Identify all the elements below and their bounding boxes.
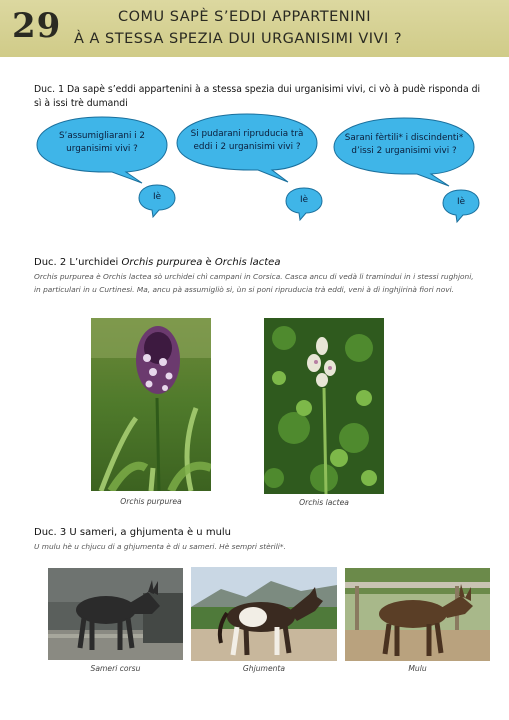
page-header [0, 0, 509, 57]
answer-bubble-3 [441, 188, 481, 224]
question-3-line2: d’issi 2 urganisimi vivi ? [351, 146, 457, 156]
mule-image [345, 568, 490, 661]
answer-bubble-1 [137, 183, 177, 219]
question-1-line2: urganisimi vivi ? [66, 144, 138, 154]
orchid-purple-image [91, 318, 211, 491]
question-1-line1: S’assumigliarani i 2 [58, 131, 146, 141]
answer-2: Iè [299, 195, 308, 205]
orchis-lactea-caption: Orchis lactea [299, 498, 349, 507]
answer-3: Iè [456, 197, 465, 207]
page-number: 29 [12, 6, 62, 46]
donkey-image [48, 568, 183, 660]
question-2-line2: eddi i 2 urganisimi vivi ? [193, 142, 301, 152]
question-2-line1: Si pudarani ripruducia trà [190, 129, 304, 139]
doc2-text [34, 270, 484, 296]
doc2-title [34, 257, 280, 268]
doc2-title-prefix: Duc. 2 L’urchidei [34, 257, 122, 268]
mare-caption: Ghjumenta [242, 664, 286, 673]
doc1-intro: Duc. 1 Da sapè s’eddi appartenini à a stessa spezia dui urganisimi vivi, ci vò à pudè risponda di sì à issi trè dumandi [34, 84, 481, 109]
mule-photo [345, 568, 490, 661]
donkey-caption: Sameri corsu [90, 664, 141, 673]
mule-caption: Mulu [408, 664, 427, 673]
doc3-title: Duc. 3 U sameri, a ghjumenta è u mulu [34, 527, 232, 538]
donkey-photo [48, 568, 183, 660]
doc2-text-line1: Orchis purpurea è Orchis lactea sò urchidei chì campani in Corsica. Casca ancu di vedà li tramindui in i stessi rughjoni, [34, 272, 474, 281]
doc2-title-species2: Orchis lactea [214, 257, 281, 268]
mare-photo [191, 567, 337, 661]
answer-1: Iè [152, 192, 161, 202]
doc2-title-species1: Orchis purpurea [121, 257, 203, 268]
question-bubble-1 [34, 115, 170, 185]
doc2-title-mid: è [202, 257, 215, 268]
question-3-line1: Sarani fèrtili* i discindenti* [344, 133, 464, 143]
doc2-text-line2: in particulari in u Curtinesi. Ma, ancu pà assumigliò si, ùn si poni ripruducia trà eddi, veni à dì inghjirinà fiori novi. [34, 285, 454, 294]
orchis-purpurea-photo [91, 318, 211, 491]
page-title-line1: COMU SAPÈ S’EDDI APPARTENINI [118, 9, 372, 25]
question-bubble-2 [174, 112, 320, 184]
question-bubble-3 [331, 116, 477, 188]
page-title-line2: À A STESSA SPEZIA DUI URGANISIMI VIVI ? [74, 31, 403, 47]
horse-image [191, 567, 337, 661]
orchis-lactea-photo [264, 318, 384, 494]
orchis-purpurea-caption: Orchis purpurea [120, 497, 182, 506]
doc3-text: U mulu hè u chjucu di a ghjumenta è di u sameri. Hè sempri stèrili*. [34, 542, 286, 551]
orchid-white-image [264, 318, 384, 494]
answer-bubble-2 [284, 186, 324, 222]
